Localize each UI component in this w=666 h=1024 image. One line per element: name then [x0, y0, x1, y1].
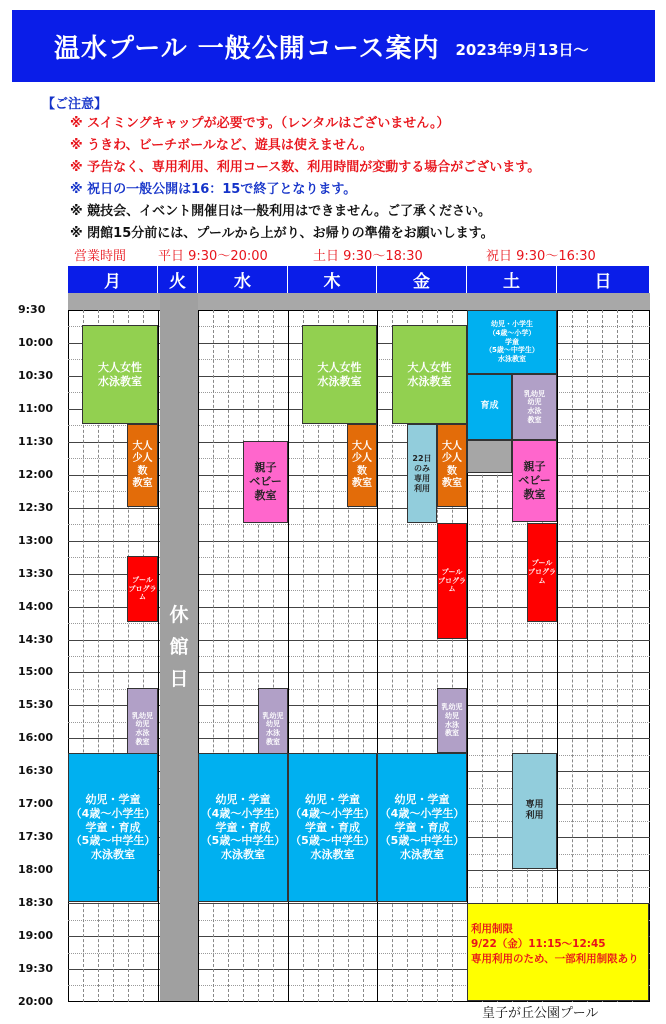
day-header-tue: 火	[158, 266, 198, 293]
thu-adult-small-class: 大人 少人 数 教室	[347, 424, 377, 507]
fri-women-adult-class: 大人女性 水泳教室	[392, 325, 467, 424]
day-separator	[158, 310, 159, 1002]
time-label: 12:00	[18, 467, 54, 481]
lane-line	[587, 310, 588, 1002]
sat-infant-class: 乳幼児 幼児 水泳 教室	[512, 374, 557, 440]
hours-weekend: 土日 9:30～18:30	[313, 249, 423, 264]
time-label: 16:30	[18, 764, 54, 778]
note-item: ※ 予告なく、専用利用、利用コース数、利用時間が変動する場合がございます。	[70, 160, 541, 175]
time-label: 9:30	[18, 303, 46, 316]
sat-parent-baby-class: 親子 ベビー 教室	[512, 440, 557, 522]
hours-weekday: 平日 9:30～20:00	[158, 249, 268, 264]
mon-infant-class: 乳幼児 幼児 水泳 教室	[127, 688, 158, 770]
thu-kids-class: 幼児・学童 （4歳～小学生） 学童・育成 （5歳～中学生） 水泳教室	[288, 753, 377, 902]
lane-line	[572, 310, 573, 1002]
wed-parent-baby-class: 親子 ベビー 教室	[243, 441, 288, 523]
time-label: 18:00	[18, 863, 54, 877]
note-item: ※ 競技会、イベント開催日は一般利用はできません。ご了承ください。	[70, 204, 491, 219]
time-label: 18:30	[18, 896, 54, 910]
day-header-sat: 土	[467, 266, 557, 293]
time-label: 14:30	[18, 632, 54, 646]
time-label: 15:30	[18, 698, 54, 712]
time-label: 12:30	[18, 500, 54, 514]
fri-infant-class: 乳幼児 幼児 水泳 教室	[437, 688, 467, 753]
sat-gray-block	[467, 440, 512, 473]
hours-holiday: 祝日 9:30～16:30	[486, 249, 596, 264]
restriction-reason: 専用利用のため、一部利用制限あり	[471, 953, 639, 966]
time-label: 20:00	[18, 994, 54, 1008]
time-label: 14:00	[18, 599, 54, 613]
effective-date: 2023年9月13日～	[455, 40, 589, 59]
grid-hline	[68, 508, 650, 509]
usage-restriction-box	[467, 903, 649, 1001]
grid-hline-dotted	[68, 524, 650, 525]
lane-line	[632, 310, 633, 1002]
day-header-sun: 日	[557, 266, 650, 293]
time-label: 17:00	[18, 797, 54, 811]
title-banner	[12, 10, 655, 82]
fri-adult-small-class: 大人 少人 数 教室	[437, 424, 467, 507]
restriction-date: 9/22（金）11:15～12:45	[471, 938, 606, 951]
time-label: 13:30	[18, 566, 54, 580]
restriction-title: 利用制限	[471, 923, 513, 935]
page-title: 温水プール 一般公開コース案内	[54, 33, 440, 64]
wed-infant-class: 乳幼児 幼児 水泳 教室	[258, 688, 288, 770]
time-label: 19:00	[18, 929, 54, 943]
mon-pool-program: プール プログラ ム	[127, 556, 158, 622]
mon-adult-small-class: 大人 少人 数 教室	[127, 424, 158, 507]
day-separator	[557, 310, 558, 1002]
day-header-wed: 水	[198, 266, 288, 293]
time-label: 10:30	[18, 368, 54, 382]
day-header-fri: 金	[377, 266, 467, 293]
opening-gray-band	[68, 293, 650, 310]
day-header-mon: 月	[68, 266, 158, 293]
time-label: 16:00	[18, 731, 54, 745]
note-item: ※ 祝日の一般公開は16：15で終了となります。	[70, 182, 357, 197]
note-item: ※ スイミングキャップが必要です。（レンタルはございません。）	[70, 116, 450, 131]
time-label: 11:30	[18, 434, 54, 448]
lane-line	[602, 310, 603, 1002]
sat-ikusei: 育成	[467, 374, 512, 440]
lane-line	[617, 310, 618, 1002]
time-label: 10:00	[18, 335, 54, 349]
facility-name: 皇子が丘公園プール	[482, 1006, 599, 1021]
sat-kids-class: 幼児・小学生 （4歳～小学） 学童 （5歳～中学生） 水泳教室	[467, 310, 557, 374]
note-item: ※ うきわ、ビーチボールなど、遊具は使えません。	[70, 138, 373, 153]
mon-women-adult-class: 大人女性 水泳教室	[82, 325, 158, 424]
mon-kids-class: 幼児・学童 （4歳～小学生） 学童・育成 （5歳～中学生） 水泳教室	[68, 753, 158, 902]
time-label: 13:00	[18, 533, 54, 547]
thu-women-adult-class: 大人女性 水泳教室	[302, 325, 377, 424]
fri-pool-program: プール プログラ ム	[437, 523, 467, 639]
sat-pool-program: プール プログラ ム	[527, 523, 557, 622]
time-label: 11:00	[18, 401, 54, 415]
tue-closed-day: 休 館 日	[160, 293, 198, 1001]
wed-kids-class: 幼児・学童 （4歳～小学生） 学童・育成 （5歳～中学生） 水泳教室	[198, 753, 288, 902]
notes-heading: 【ご注意】	[42, 97, 108, 112]
grid-hline	[68, 640, 650, 641]
grid-hline	[68, 541, 650, 542]
fri-kids-class: 幼児・学童 （4歳～小学生） 学童・育成 （5歳～中学生） 水泳教室	[377, 753, 467, 902]
grid-hline	[68, 672, 650, 673]
hours-label: 営業時間	[74, 249, 127, 264]
time-label: 15:00	[18, 665, 54, 679]
time-label: 17:30	[18, 830, 54, 844]
day-header-thu: 木	[288, 266, 377, 293]
note-item: ※ 閉館15分前には、プールから上がり、お帰りの準備をお願いします。	[70, 226, 494, 241]
sat-exclusive-use: 専用 利用	[512, 753, 557, 869]
grid-hline-dotted	[68, 623, 650, 624]
fri-22nd-exclusive-use: 22日 のみ 専用 利用	[407, 424, 437, 523]
grid-hline-dotted	[68, 656, 650, 657]
time-label: 19:30	[18, 962, 54, 975]
